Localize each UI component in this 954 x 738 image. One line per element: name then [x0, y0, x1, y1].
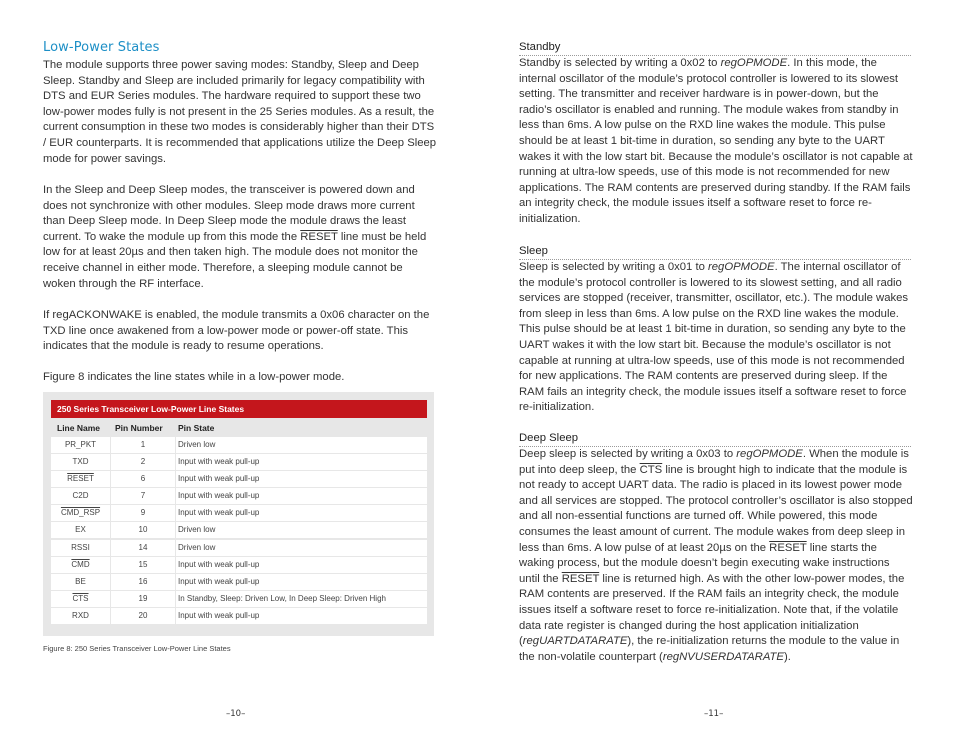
pin-state-cell: Input with weak pull-up [176, 454, 427, 470]
text: Sleep is selected by writing a 0x01 to [519, 261, 709, 273]
section-title: Low-Power States [43, 40, 160, 55]
text: line is brought high to indicate that the module is not ready to accept UART data. The radio is placed in its lowest power mode and all services are stopped. The protocol controller’s oscillator is also stopped and all non-essential functions are turned off. While powered, this mode consumes the least amount of current. The module wakes from deep sleep in less than 6ms. A low pulse of at least 20µs on the [519, 463, 913, 554]
text: line must be held low for at least 20µs and then taken high. The module does not monitor the receive channel in either mode. Therefore, a sleeping module cannot be woken through the RF interface. [43, 230, 427, 290]
table-body [51, 437, 427, 625]
text: ), the re-initialization returns the module to the value in the non-volatile counterpart ( [519, 635, 900, 663]
line-name-cell [51, 454, 110, 470]
text: line is returned high. As with the other low-power modes, the RAM contents are preserved. If the RAM fails an integrity check, the module issues itself a software reset to force re-initialization. Note that, if the volatile data rate register is changed during the host application initialization ( [519, 572, 905, 648]
pin-number-cell: 19 [111, 591, 175, 607]
pin-number-cell: 14 [111, 540, 175, 556]
page-number: –11– [704, 709, 724, 719]
pin-number-cell: 10 [111, 522, 175, 538]
text: Deep sleep is selected by writing a 0x03 to [519, 448, 737, 460]
line-name: PR_PKT [64, 440, 97, 449]
ackonwake-paragraph: If regACKONWAKE is enabled, the module transmits a 0x06 character on the TXD line once awakened from a low-power mode or power-off state. This indicates that the module is ready to resume operations. [43, 309, 430, 353]
line-name: EX [75, 525, 86, 535]
table-row [51, 522, 427, 538]
pin-state-cell: In Standby, Sleep: Driven Low, In Deep Sleep: Driven High [176, 591, 427, 607]
pin-state-cell: Input with weak pull-up [176, 505, 427, 521]
pin-number-cell: 6 [111, 471, 175, 487]
pin-state-cell: Input with weak pull-up [176, 557, 427, 573]
pin-number-cell: 1 [111, 437, 175, 453]
line-name: RXD [72, 610, 89, 620]
header-line-name: Line Name [57, 423, 100, 433]
right-page [519, 0, 911, 738]
table-row [51, 540, 427, 556]
pin-state-cell: Input with weak pull-up [176, 471, 427, 487]
reset-signal: RESET [769, 541, 807, 554]
pin-state-cell: Input with weak pull-up [176, 608, 427, 624]
line-states-table [43, 392, 434, 636]
text: . In this mode, the internal oscillator of the module’s protocol controller is lowered to its slowest setting. The transmitter and receiver hardware is in power-down, but the radio’s oscillator is enabled and running. The module wakes from standby in less than 6ms. A low pulse on the RXD line wakes the module. This pulse should be at least 1 bit-time in duration, so sending any byte to the UART wakes it with the low start bit. Because the module’s oscillator is not capable at running at ultra-low speeds, use of this mode is not recommended for new applications. The RAM contents are preserved during standby. If the RAM fails an integrity check, the module issues itself a software reset to force re-initialization. [519, 57, 913, 225]
line-name: $\overline{CMD}$ [71, 559, 90, 569]
line-name: $\overline{CTS}$ [72, 593, 89, 603]
register-name: regOPMODE [708, 261, 775, 273]
line-name-cell [51, 557, 110, 573]
pin-number-cell: 7 [111, 488, 175, 504]
left-page [43, 0, 435, 738]
pin-state-cell: Driven low [176, 437, 427, 453]
text: ). [783, 650, 791, 663]
text: . When the module is put into deep sleep, the [519, 448, 909, 476]
line-name-cell [51, 608, 110, 624]
text: . The internal oscillator of the module’s protocol controller is lowered to its slowest setting, and all radio services are stopped (receiver, transmitter, oscillator, etc.). The module wakes from sleep in less than 6ms. A low pulse on the RXD line wakes the module. This pulse should be at least 1 bit-time in duration, so sending any byte to the UART wakes it with the low start bit. Because the module’s oscillator is not capable at running at ultra-low speeds, use of this mode is not recommended for new applications. The RAM contents are preserved during sleep. If the RAM fails an integrity check, the module issues itself a software reset to force re-initialization. [519, 261, 909, 414]
table-row [51, 591, 427, 607]
reset-signal: RESET [561, 572, 600, 585]
pin-state-cell: Input with weak pull-up [176, 574, 427, 590]
sleep-modes-paragraph [43, 183, 437, 292]
line-name: RESET [67, 474, 94, 484]
register-name: regNVUSERDATARATE [662, 650, 784, 663]
sleep-paragraph [519, 260, 913, 416]
line-name-cell [51, 540, 110, 556]
table-row [51, 437, 427, 453]
text: In the Sleep and Deep Sleep modes, the transceiver is powered down and does not synchronize with other modules. Sleep mode draws more current than Deep Sleep mode. In Deep Sleep mode the module draws the least current. To wake the module up from this mode the [43, 184, 415, 243]
page-number: –10– [226, 709, 246, 719]
table-title: 250 Series Transceiver Low-Power Line States [51, 400, 427, 418]
pin-state-cell: Input with weak pull-up [176, 488, 427, 504]
deep-sleep-heading: Deep Sleep [519, 432, 911, 447]
line-name-cell [51, 505, 110, 521]
table-row [51, 608, 427, 624]
line-name: BE [75, 576, 86, 586]
pin-number-cell: 2 [111, 454, 175, 470]
pin-number-cell: 9 [111, 505, 175, 521]
text: line starts the waking process, but the module doesn’t begin executing wake instructions until the [519, 541, 890, 585]
line-name-cell [51, 591, 110, 607]
table-row [51, 471, 427, 487]
standby-heading: Standby [519, 41, 911, 56]
line-name-cell [51, 488, 110, 504]
table-row [51, 488, 427, 504]
standby-paragraph [519, 56, 913, 228]
line-name-cell [51, 522, 110, 538]
cts-signal: $\overline{CTS}$ [639, 463, 663, 476]
line-name-cell [51, 471, 110, 487]
table-row [51, 574, 427, 590]
line-name: C2D [72, 491, 89, 501]
table-row [51, 557, 427, 573]
text: Standby is selected by writing a 0x02 to [519, 57, 721, 69]
register-name: regOPMODE [736, 448, 803, 460]
table-row [51, 454, 427, 470]
register-name: regOPMODE [720, 57, 788, 69]
line-name: RSSI [71, 542, 90, 552]
header-pin-number: Pin Number [115, 423, 163, 433]
reset-signal: RESET [300, 230, 338, 243]
header-pin-state: Pin State [178, 423, 215, 433]
pin-state-cell: Driven low [176, 522, 427, 538]
pin-number-cell: 20 [111, 608, 175, 624]
line-name: TXD [72, 457, 89, 467]
figure-reference-paragraph: Figure 8 indicates the line states while in a low-power mode. [43, 371, 345, 383]
register-name: regUARTDATARATE [522, 635, 628, 648]
line-name: CMD_RSP [60, 508, 101, 518]
table-row [51, 505, 427, 521]
pin-number-cell: 15 [111, 557, 175, 573]
figure-caption: Figure 8: 250 Series Transceiver Low-Power Line States [43, 644, 231, 653]
line-name-cell [51, 437, 110, 453]
sleep-heading: Sleep [519, 245, 911, 260]
pin-number-cell: 16 [111, 574, 175, 590]
pin-state-cell: Driven low [176, 540, 427, 556]
deep-sleep-paragraph [519, 447, 913, 665]
line-name-cell [51, 574, 110, 590]
table-header [51, 420, 427, 436]
intro-paragraph: The module supports three power saving modes: Standby, Sleep and Deep Sleep. Standby and Sleep are included primarily for legacy compatibility with DTS and EUR Series modules. The hardware required to support these two low-power modes fully is not present in the 25 Series modules. As a result, the current consumption in these two modes is considerably higher than their DTS / EUR counterparts. It is recommended that applications utilize the Deep Sleep mode for power savings. [43, 59, 437, 165]
